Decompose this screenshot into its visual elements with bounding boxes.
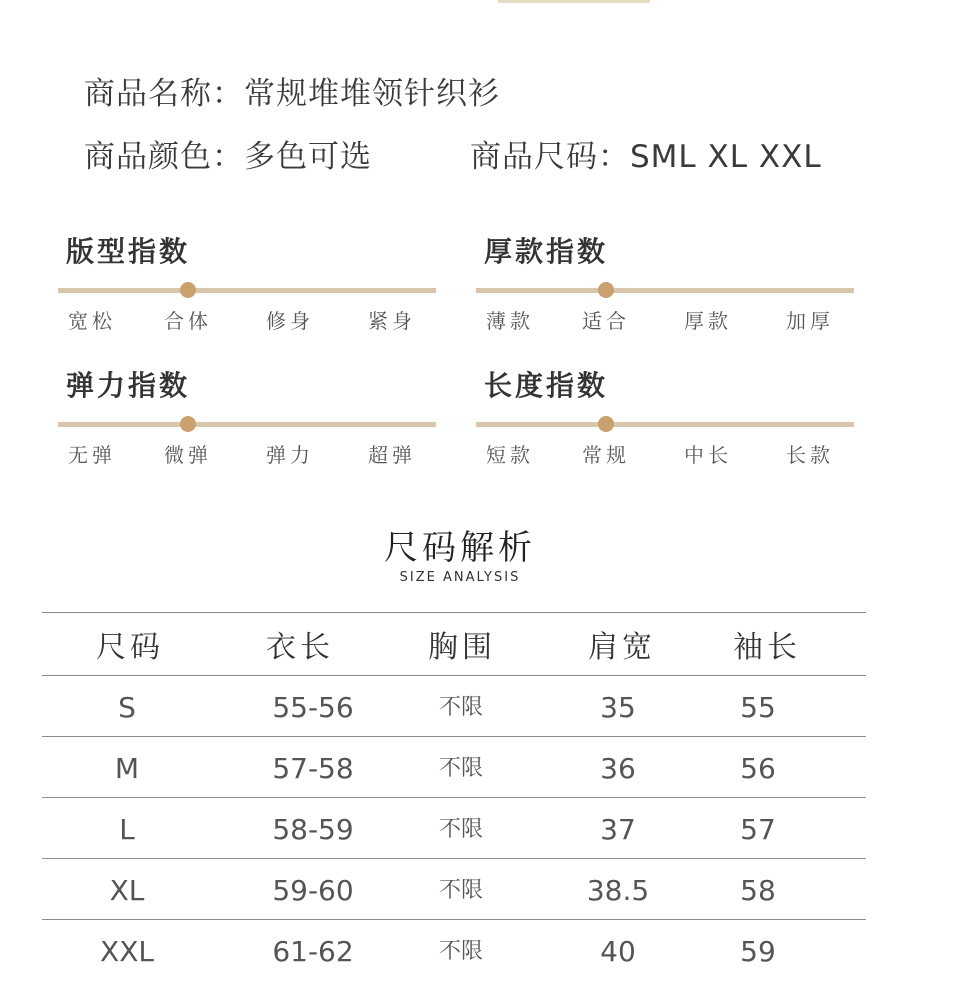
size-cell: M [114, 752, 140, 785]
product-color-value: 多色可选 [244, 139, 372, 175]
sleeve-cell: 56 [740, 752, 776, 785]
index-label: 适合 [582, 309, 630, 333]
index-label: 长款 [786, 443, 834, 467]
sleeve-cell: 59 [740, 935, 776, 968]
product-color-line [84, 139, 372, 175]
index-label: 微弹 [164, 443, 212, 467]
product-name-line [84, 76, 500, 112]
chest-cell: 不限 [438, 756, 484, 781]
index-label: 修身 [266, 309, 314, 333]
chest-cell: 不限 [438, 939, 484, 964]
index-label: 短款 [486, 443, 534, 467]
index-title: 厚款指数 [484, 235, 609, 268]
sleeve-cell: 58 [740, 874, 776, 907]
index-thickness [476, 235, 854, 348]
index-labels [476, 305, 854, 333]
index-label: 常规 [582, 443, 630, 467]
length-cell: 58-59 [272, 813, 354, 846]
length-cell: 61-62 [272, 935, 354, 968]
index-track [476, 288, 854, 293]
index-label: 薄款 [486, 309, 534, 333]
top-accent-bar [498, 0, 650, 3]
index-track [58, 288, 436, 293]
index-fit [58, 235, 436, 348]
index-labels [58, 305, 436, 333]
product-color-label: 商品颜色 ： [84, 139, 244, 175]
product-size-value: SML XL XXL [630, 139, 822, 175]
size-cell: XL [109, 874, 145, 907]
index-labels [476, 439, 854, 467]
index-title: 版型指数 [66, 235, 191, 268]
product-size-label: 商品尺码 ： [470, 139, 630, 175]
header-cell-shoulder: 肩宽 [588, 630, 656, 665]
index-label: 厚款 [684, 309, 732, 333]
sleeve-cell: 55 [740, 691, 776, 724]
index-label: 弹力 [266, 443, 314, 467]
index-label: 加厚 [786, 309, 834, 333]
index-labels [58, 439, 436, 467]
index-marker [598, 282, 614, 298]
length-cell: 55-56 [272, 691, 354, 724]
table-row [42, 675, 866, 736]
index-label: 紧身 [368, 309, 416, 333]
shoulder-cell: 40 [600, 935, 636, 968]
index-label: 无弹 [68, 443, 116, 467]
shoulder-cell: 38.5 [586, 874, 650, 907]
shoulder-cell: 37 [600, 813, 636, 846]
index-track [58, 422, 436, 427]
index-track [476, 422, 854, 427]
index-label: 超弹 [368, 443, 416, 467]
index-label: 合体 [164, 309, 212, 333]
table-row [42, 736, 866, 797]
index-length [476, 369, 854, 482]
table-row [42, 858, 866, 919]
index-marker [180, 282, 196, 298]
shoulder-cell: 35 [600, 691, 636, 724]
product-size-line [470, 139, 822, 175]
sleeve-cell: 57 [740, 813, 776, 846]
size-cell: XXL [100, 935, 154, 968]
index-marker [180, 416, 196, 432]
size-cell: S [118, 691, 136, 724]
size-cell: L [119, 813, 135, 846]
size-section-title: 尺码解析 [384, 528, 536, 568]
index-title: 长度指数 [484, 369, 609, 402]
product-name-label: 商品名称 ： [84, 76, 244, 112]
header-cell-length: 衣长 [266, 630, 334, 665]
index-elasticity [58, 369, 436, 482]
chest-cell: 不限 [438, 817, 484, 842]
table-row [42, 797, 866, 858]
chest-cell: 不限 [438, 878, 484, 903]
table-row [42, 919, 866, 980]
header-cell-chest: 胸围 [428, 630, 496, 665]
index-label: 宽松 [68, 309, 116, 333]
index-marker [598, 416, 614, 432]
size-table [42, 612, 866, 980]
length-cell: 57-58 [272, 752, 354, 785]
size-section-subtitle: SIZE ANALYSIS [399, 570, 521, 585]
shoulder-cell: 36 [600, 752, 636, 785]
index-title: 弹力指数 [66, 369, 191, 402]
product-name-value: 常规堆堆领针织衫 [244, 76, 500, 112]
length-cell: 59-60 [272, 874, 354, 907]
index-label: 中长 [684, 443, 732, 467]
header-cell-sleeve: 袖长 [733, 630, 801, 665]
chest-cell: 不限 [438, 695, 484, 720]
header-cell-size: 尺码 [96, 630, 164, 665]
table-header-row [42, 612, 866, 675]
